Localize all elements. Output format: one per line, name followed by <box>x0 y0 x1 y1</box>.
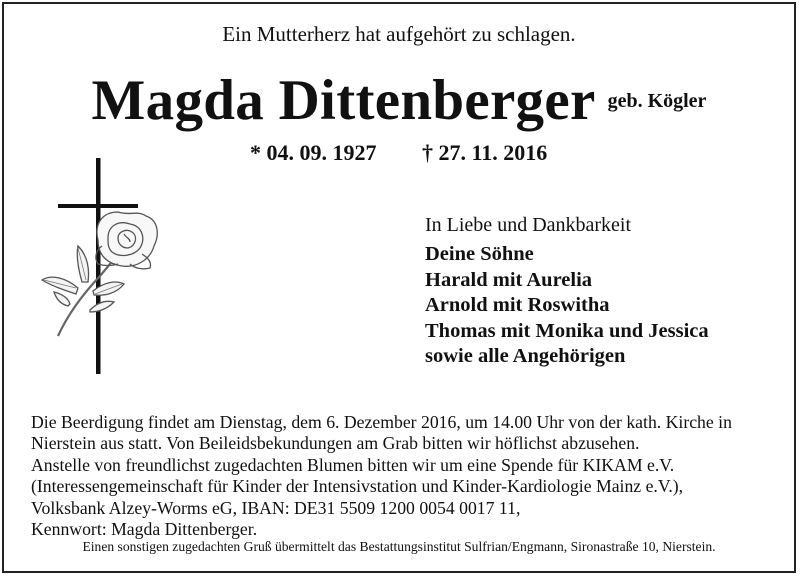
funeral-notice <box>31 412 791 540</box>
deceased-name: Magda Dittenberger <box>91 69 596 132</box>
death-date: † 27. 11. 2016 <box>422 140 548 165</box>
notice-line: Nierstein aus statt. Von Beileidsbekundungen am Grab bitten wir höflichst abzusehen. <box>31 433 640 454</box>
mourner-line: Deine Söhne <box>425 243 534 265</box>
notice-line: Volksbank Alzey-Worms eG, IBAN: DE31 5509 1200 0054 0017 11, <box>31 497 521 518</box>
cross-with-rose-icon <box>38 154 168 379</box>
mourners-list <box>425 242 709 370</box>
mourner-line: Arnold mit Roswitha <box>425 294 610 316</box>
cross-icon <box>96 158 101 374</box>
rose-icon <box>96 212 157 269</box>
mourner-line: sowie alle Angehörigen <box>425 345 626 367</box>
life-dates <box>250 140 547 166</box>
notice-line: Kennwort: Magda Dittenberger. <box>31 519 258 540</box>
funeral-home-footer: Einen sonstigen zugedachten Gruß übermittelt das Bestattungsinstitut Sulfrian/Engmann, Sironastraße 10, Nierstein. <box>82 539 716 554</box>
mourners-block <box>425 212 709 370</box>
motto: Ein Mutterherz hat aufgehört zu schlagen. <box>222 22 576 46</box>
mourner-line: Thomas mit Monika und Jessica <box>425 319 709 342</box>
notice-line: (Interessengemeinschaft für Kinder der Intensivstation und Kinder-Kardiologie Mainz e.V.), <box>31 476 684 497</box>
mourners-intro: In Liebe und Dankbarkeit <box>425 214 632 236</box>
birth-date: * 04. 09. 1927 <box>250 140 377 165</box>
mourner-line: Harald mit Aurelia <box>425 268 593 291</box>
notice-line: Die Beerdigung findet am Dienstag, dem 6. Dezember 2016, um 14.00 Uhr von der kath. Kirche in <box>31 412 732 432</box>
maiden-name: geb. Kögler <box>607 90 707 112</box>
notice-line: Anstelle von freundlichst zugedachten Blumen bitten wir um eine Spende für KIKAM e.V. <box>31 454 675 475</box>
name-row <box>4 68 794 133</box>
obituary-notice <box>2 2 796 573</box>
